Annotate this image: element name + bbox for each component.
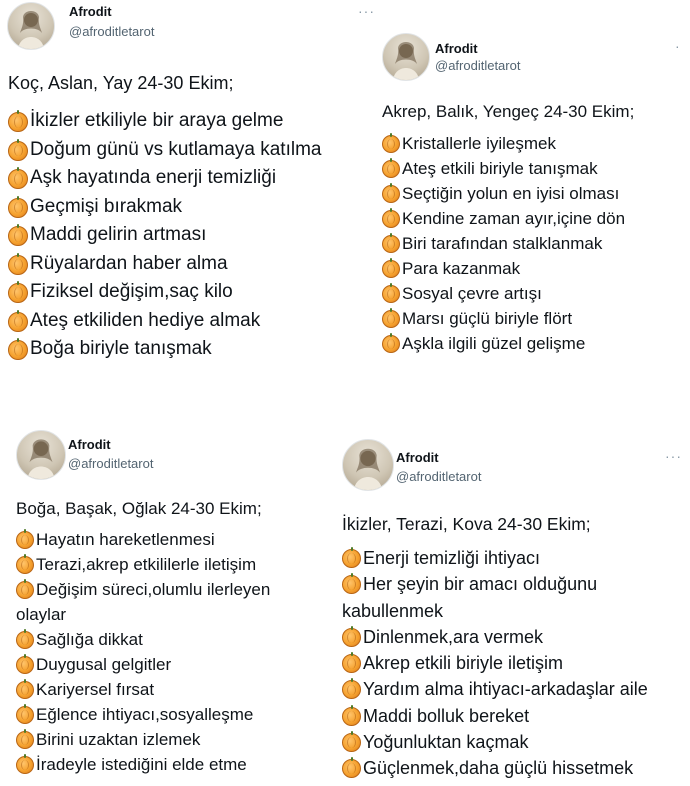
- list-item: [342, 546, 648, 572]
- list-item-text: Eğlence ihtiyacı,sosyalleşme: [36, 705, 254, 724]
- list-item: [342, 625, 648, 651]
- pumpkin-emoji-icon: [382, 210, 400, 228]
- pumpkin-emoji-icon: [16, 706, 34, 724]
- pumpkin-emoji-icon: [382, 235, 400, 253]
- list-item-text: Rüyalardan haber alma: [30, 252, 228, 274]
- list-item: [382, 257, 625, 282]
- list-item-text: Boğa biriyle tanışmak: [30, 338, 212, 359]
- tweet-item-list: [382, 132, 625, 357]
- list-item-text: Yoğunluktan kaçmak: [363, 732, 529, 753]
- list-item-text: Aşk hayatında enerji temizliği: [30, 167, 277, 188]
- author-handle[interactable]: @afroditletarot: [435, 58, 521, 73]
- list-item-text: Maddi bolluk bereket: [363, 705, 530, 726]
- pumpkin-emoji-icon: [16, 681, 34, 699]
- pumpkin-emoji-icon: [16, 581, 34, 599]
- list-item-text: Enerji temizliği ihtiyacı: [363, 548, 541, 568]
- list-item-text: Kariyersel fırsat: [36, 680, 155, 699]
- list-item: [382, 232, 625, 257]
- pumpkin-emoji-icon: [8, 340, 28, 360]
- pumpkin-emoji-icon: [382, 160, 400, 178]
- tweet-card-1: [0, 0, 380, 372]
- list-item-continuation: [16, 603, 270, 628]
- list-item: [382, 307, 625, 332]
- tweet-heading: Boğa, Başak, Oğlak 24-30 Ekim;: [16, 499, 262, 518]
- list-item: [382, 207, 625, 232]
- pumpkin-emoji-icon: [8, 141, 28, 161]
- list-item-text: Yardım alma ihtiyacı-arkadaşlar aile: [363, 679, 648, 700]
- list-item: [8, 137, 321, 166]
- pumpkin-emoji-icon: [16, 556, 34, 574]
- list-item-text: Doğum günü vs kutlamaya katılma: [30, 138, 322, 160]
- list-item-text: Seçtiğin yolun en iyisi olması: [402, 184, 620, 203]
- author-name[interactable]: Afrodit: [396, 450, 439, 465]
- list-item-text: Kendine zaman ayır,içine dön: [402, 209, 626, 228]
- more-options-icon[interactable]: ···: [665, 448, 682, 464]
- author-name[interactable]: Afrodit: [435, 41, 478, 56]
- pumpkin-emoji-icon: [342, 549, 361, 568]
- pumpkin-emoji-icon: [8, 226, 28, 246]
- list-item: [16, 528, 270, 553]
- list-item: [16, 628, 270, 653]
- list-item-text: Fiziksel değişim,saç kilo: [30, 281, 233, 302]
- list-item: [8, 194, 321, 223]
- list-item-text: Hayatın hareketlenmesi: [36, 530, 215, 549]
- list-item: [8, 222, 321, 251]
- list-item: [8, 308, 321, 337]
- list-item-text: Para kazanmak: [402, 259, 521, 278]
- list-item-text: Ateş etkiliden hediye almak: [30, 309, 261, 331]
- author-handle[interactable]: @afroditletarot: [396, 469, 482, 484]
- author-handle[interactable]: @afroditletarot: [68, 456, 154, 471]
- pumpkin-emoji-icon: [382, 260, 400, 278]
- pumpkin-emoji-icon: [16, 531, 34, 549]
- tweet-item-list: [342, 546, 648, 783]
- list-item-text: Sosyal çevre artışı: [402, 284, 542, 303]
- pumpkin-emoji-icon: [382, 285, 400, 303]
- list-item-text: İkizler etkiliyle bir araya gelme: [30, 110, 284, 131]
- list-item: [342, 677, 648, 703]
- author-name[interactable]: Afrodit: [69, 4, 112, 19]
- list-item: [16, 653, 270, 678]
- pumpkin-emoji-icon: [8, 198, 28, 218]
- pumpkin-emoji-icon: [16, 656, 34, 674]
- list-item-text: Birini uzaktan izlemek: [36, 730, 201, 749]
- list-item: [382, 332, 625, 357]
- more-options-icon[interactable]: ···: [358, 3, 375, 19]
- list-item: [342, 572, 648, 598]
- list-item-text: Dinlenmek,ara vermek: [363, 626, 544, 647]
- list-item: [8, 336, 321, 365]
- list-item: [342, 651, 648, 677]
- list-item-text: Marsı güçlü biriyle flört: [402, 309, 573, 328]
- list-item-text: Sağlığa dikkat: [36, 630, 143, 649]
- list-item: [16, 678, 270, 703]
- list-item-text: Geçmişi bırakmak: [30, 195, 183, 217]
- list-item: [16, 578, 270, 603]
- list-item-text: Değişim süreci,olumlu ilerleyen: [36, 580, 271, 599]
- list-item-text: Aşkla ilgili güzel gelişme: [402, 334, 586, 353]
- pumpkin-emoji-icon: [342, 575, 361, 594]
- list-item-text: Akrep etkili biriyle iletişim: [363, 653, 564, 674]
- tweet-card-2: [372, 30, 690, 372]
- list-item: [8, 251, 321, 280]
- pumpkin-emoji-icon: [382, 135, 400, 153]
- list-item: [382, 282, 625, 307]
- pumpkin-emoji-icon: [382, 335, 400, 353]
- pumpkin-emoji-icon: [8, 255, 28, 275]
- list-item-text: Güçlenmek,daha güçlü hissetmek: [363, 758, 634, 779]
- tweet-heading: Akrep, Balık, Yengeç 24-30 Ekim;: [382, 102, 635, 121]
- pumpkin-emoji-icon: [8, 112, 28, 132]
- pumpkin-emoji-icon: [342, 654, 361, 673]
- list-item: [382, 182, 625, 207]
- list-item: [382, 132, 625, 157]
- list-item-text: Ateş etkili biriyle tanışmak: [402, 159, 598, 178]
- pumpkin-emoji-icon: [382, 185, 400, 203]
- pumpkin-emoji-icon: [342, 733, 361, 752]
- tweet-item-list: [16, 528, 270, 778]
- list-item: [8, 108, 321, 137]
- avatar[interactable]: [7, 2, 55, 50]
- author-name[interactable]: Afrodit: [68, 437, 111, 452]
- more-options-icon[interactable]: ·: [675, 38, 681, 54]
- tweet-heading: İkizler, Terazi, Kova 24-30 Ekim;: [342, 514, 591, 534]
- list-item: [382, 157, 625, 182]
- list-item-text: Her şeyin bir amacı olduğunu: [363, 574, 598, 595]
- pumpkin-emoji-icon: [342, 680, 361, 699]
- list-item: [16, 703, 270, 728]
- list-item: [342, 756, 648, 782]
- pumpkin-emoji-icon: [16, 731, 34, 749]
- tweet-heading: Koç, Aslan, Yay 24-30 Ekim;: [8, 73, 234, 93]
- list-item-text: kabullenmek: [342, 600, 444, 621]
- pumpkin-emoji-icon: [8, 169, 28, 189]
- list-item-text: Biri tarafından stalklanmak: [402, 234, 603, 253]
- pumpkin-emoji-icon: [342, 707, 361, 726]
- pumpkin-emoji-icon: [16, 756, 34, 774]
- pumpkin-emoji-icon: [16, 631, 34, 649]
- author-handle[interactable]: @afroditletarot: [69, 24, 155, 39]
- pumpkin-emoji-icon: [342, 628, 361, 647]
- list-item-text: Duygusal gelgitler: [36, 655, 172, 674]
- list-item-text: İradeyle istediğini elde etme: [36, 755, 247, 774]
- list-item: [8, 165, 321, 194]
- list-item-continuation: [342, 599, 648, 625]
- pumpkin-emoji-icon: [382, 310, 400, 328]
- pumpkin-emoji-icon: [8, 312, 28, 332]
- tweet-card-3: [0, 423, 320, 786]
- avatar[interactable]: [382, 33, 430, 81]
- list-item: [16, 753, 270, 778]
- tweet-card-4: [332, 433, 690, 786]
- list-item: [8, 279, 321, 308]
- list-item: [342, 704, 648, 730]
- list-item: [16, 553, 270, 578]
- list-item-text: olaylar: [16, 605, 67, 624]
- pumpkin-emoji-icon: [342, 759, 361, 778]
- list-item-text: Terazi,akrep etkililerle iletişim: [36, 555, 257, 574]
- tweet-item-list: [8, 108, 321, 365]
- avatar[interactable]: [342, 439, 394, 491]
- list-item: [16, 728, 270, 753]
- list-item-text: Kristallerle iyileşmek: [402, 134, 556, 153]
- list-item: [342, 730, 648, 756]
- avatar[interactable]: [16, 430, 66, 480]
- list-item-text: Maddi gelirin artması: [30, 224, 207, 245]
- pumpkin-emoji-icon: [8, 283, 28, 303]
